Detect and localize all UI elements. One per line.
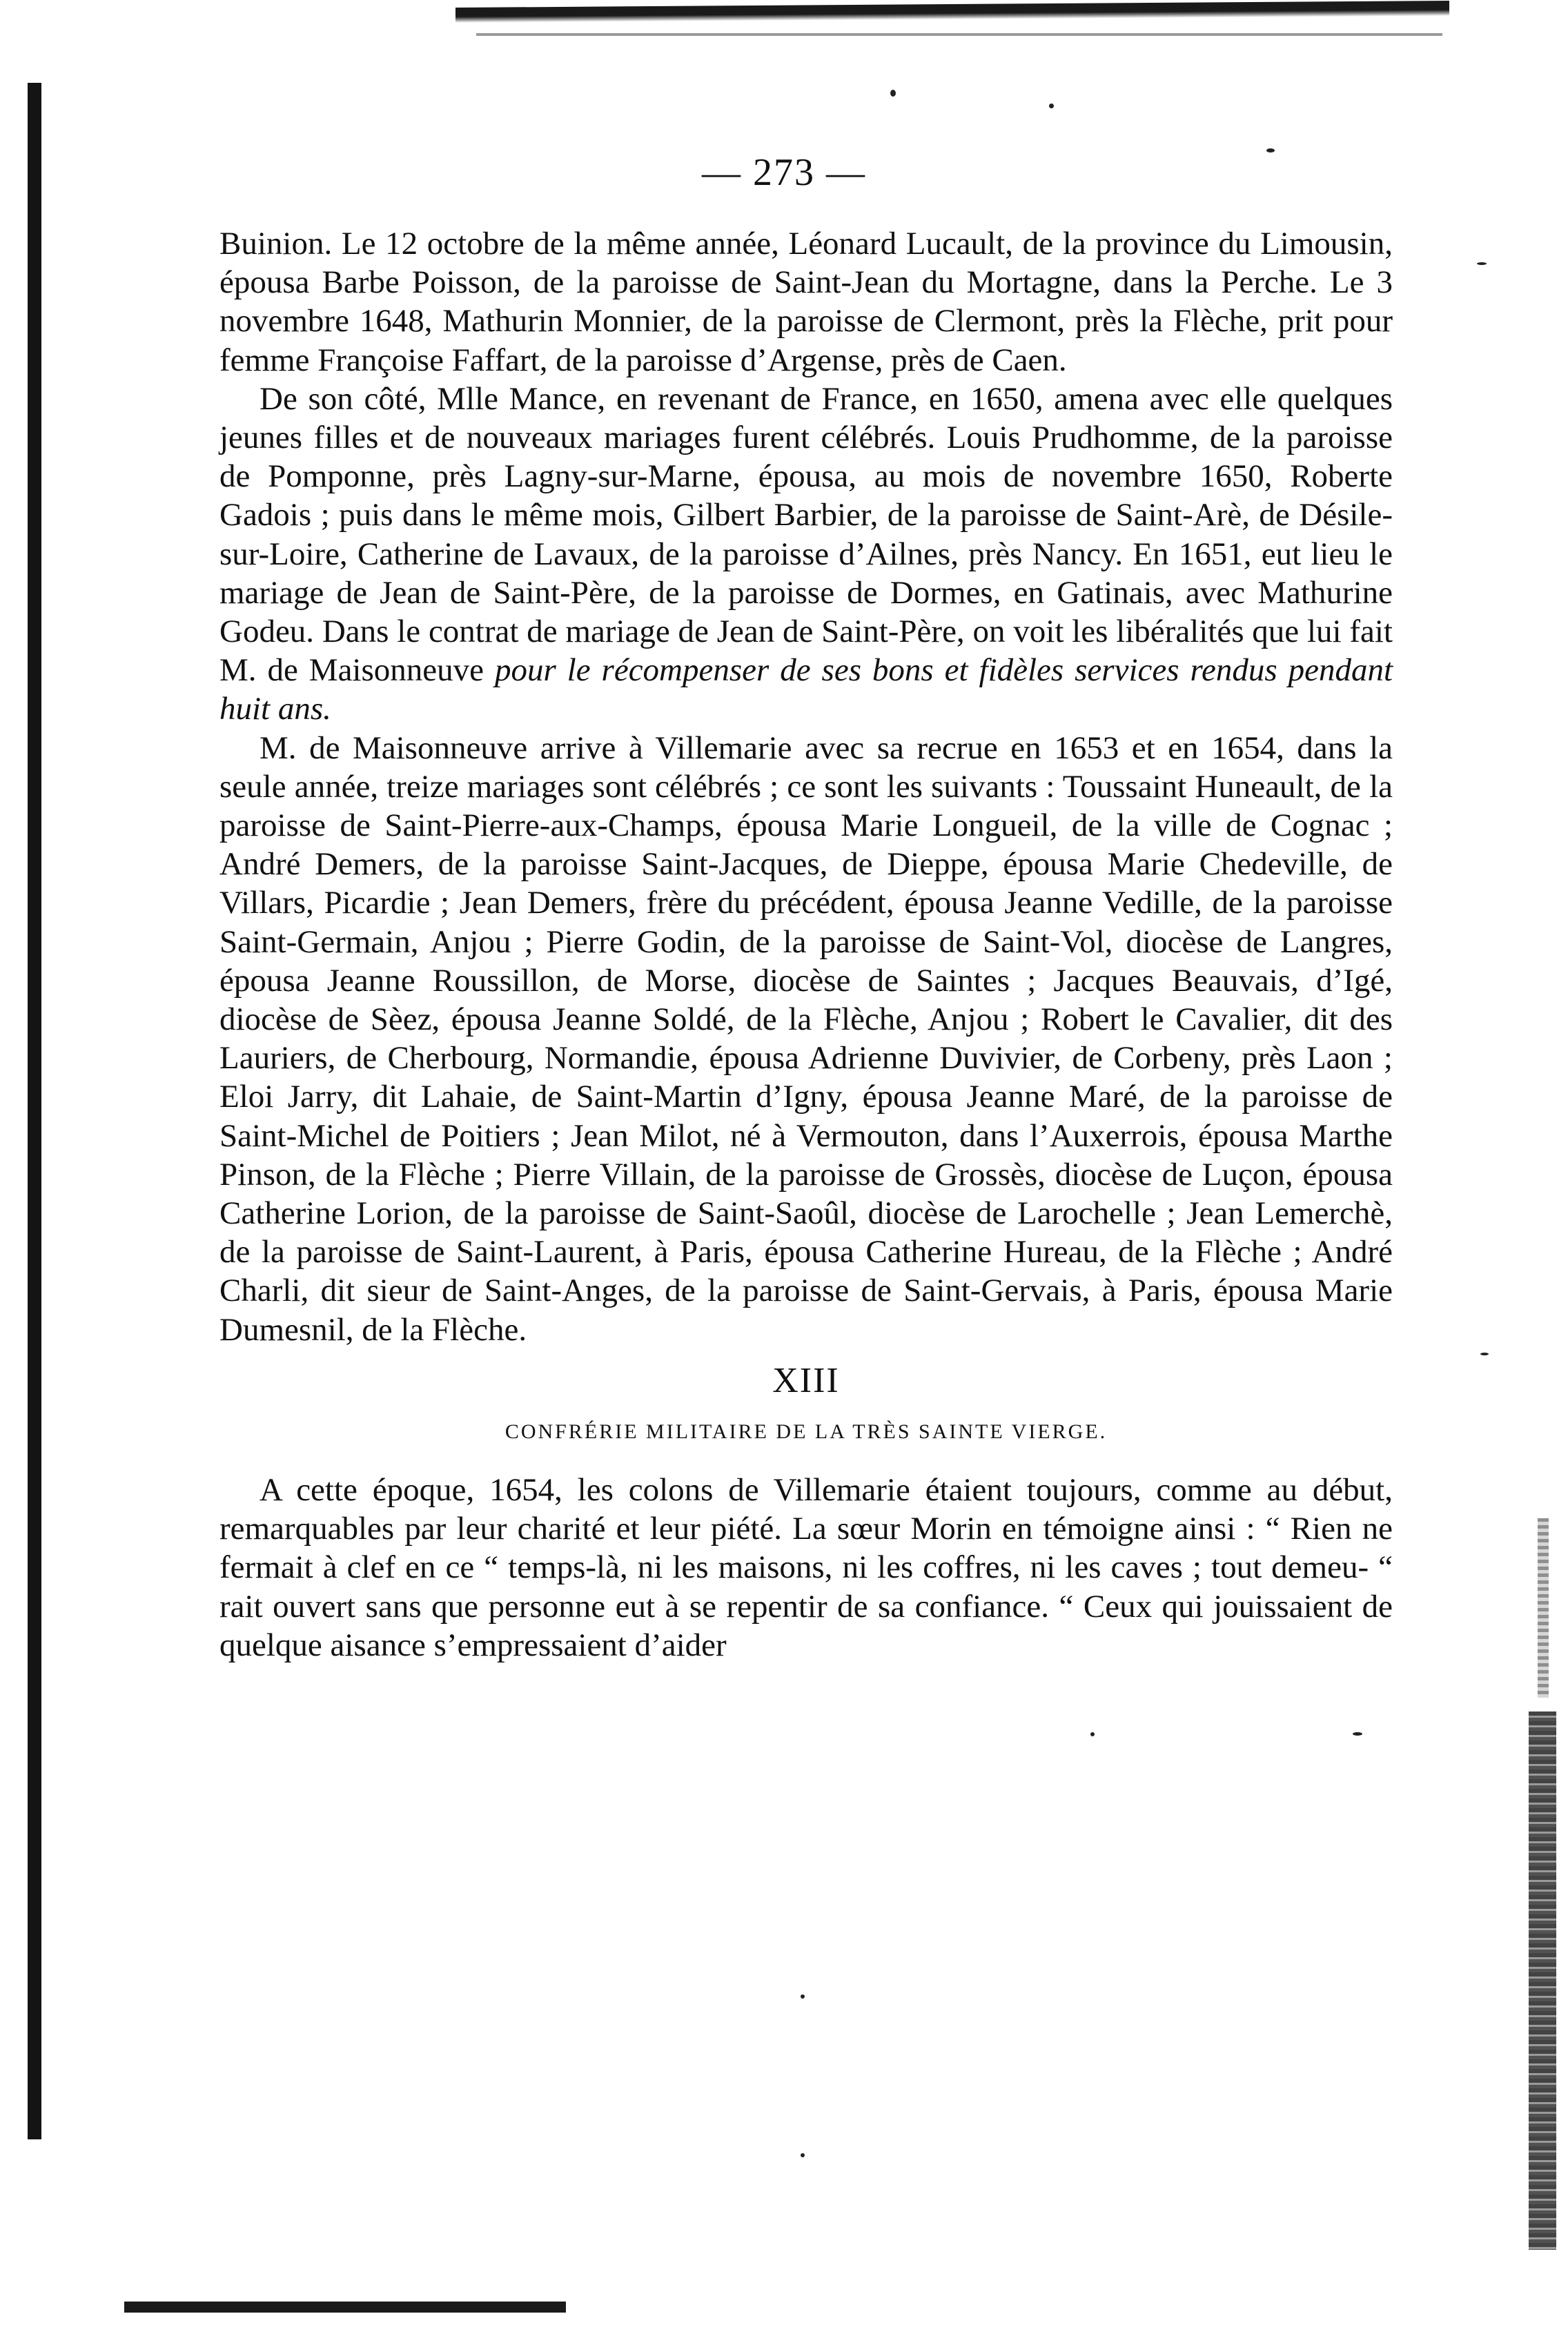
italic-quote: pour le récompenser de ses bons et fidèles services rendus pendant huit ans. — [219, 652, 1393, 727]
section-title: CONFRÉRIE MILITAIRE DE LA TRÈS SAINTE VIERGE. — [504, 1420, 1108, 1443]
paragraph: M. de Maisonneuve arrive à Villemarie avec sa recrue en 1653 et en 1654, dans la seule année, treize mariages sont célébrés ; ce sont les suivants : Toussaint Huneault, de la paroisse de Saint-Pierre-aux-Champs, épousa Marie Longueil, de la ville de Cognac ; André Demers, de la paroisse Saint-Jacques, de Dieppe, épousa Marie Chedeville, de Villars, Picardie ; Jean Demers, frère du précédent, épousa Jeanne Vedille, de la paroisse Saint-Germain, Anjou ; Pierre Godin, de la paroisse de Saint-Vol, diocèse de Langres, épousa Jeanne Roussillon, de Morse, diocèse de Saintes ; Jacques Beauvais, d’Igé, diocèse de Sèez, épousa Jeanne Soldé, de la Flèche, Anjou ; Robert le Cavalier, dit des Lauriers, de Cherbourg, Normandie, épousa Adrienne Duvivier, de Corbeny, près Laon ; Eloi Jarry, dit Lahaie, de Saint-Martin d’Igny, épousa Jeanne Maré, de la paroisse de Saint-Michel de Poitiers ; Jean Milot, né à Vermouton, dans l’Auxerrois, épousa Marthe Pinson, de la Flèche ; Pierre Villain, de la paroisse de Grossès, diocèse de Luçon, épousa Catherine Lorion, de la paroisse de Saint-Saoûl, diocèse de Larochelle ; Jean Lemerchè, de la paroisse de Saint-Laurent, à Paris, épousa Catherine Hureau, de la Flèche ; André Charli, dit sieur de Saint-Anges, de la paroisse de Saint-Gervais, à Paris, épousa Marie Dumesnil, de la Flèche. — [219, 729, 1393, 1348]
scan-left-edge — [28, 83, 41, 2139]
paragraph — [219, 380, 1393, 729]
scan-top-line — [476, 33, 1442, 36]
page-number: — 273 — — [702, 151, 866, 194]
scan-speck — [1090, 1732, 1095, 1736]
body-text — [219, 224, 1393, 1665]
scan-top-edge — [455, 1, 1449, 23]
scan-speck — [1353, 1732, 1362, 1736]
section-number: XIII — [772, 1360, 840, 1400]
scan-speck — [1477, 262, 1487, 265]
scan-bottom-edge — [124, 2302, 566, 2313]
paragraph-text: De son côté, Mlle Mance, en revenant de France, en 1650, amena avec elle quelques jeunes filles et de nouveaux mariages furent célébrés. Louis Prudhomme, de la paroisse de Pomponne, près Lagny-sur-Marne, épousa, au mois de novembre 1650, Roberte Gadois ; puis dans le même mois, Gilbert Barbier, de la paroisse de Saint-Arè, de Désile-sur-Loire, Catherine de Lavaux, de la paroisse d’Ailnes, près Nancy. En 1651, eut lieu le mariage de Jean de Saint-Père, de la paroisse de Dormes, en Gatinais, avec Mathurine Godeu. Dans le contrat de mariage de Jean de Saint-Père, on voit les libéralités que lui fait M. de Maisonneuve — [219, 380, 1393, 689]
paragraph: Buinion. Le 12 octobre de la même année, Léonard Lucault, de la province du Limousin, épousa Barbe Poisson, de la paroisse de Saint-Jean du Mortagne, dans la Perche. Le 3 novembre 1648, Mathurin Monnier, de la paroisse de Clermont, près la Flèche, prit pour femme Françoise Faffart, de la paroisse d’Argense, près de Caen. — [219, 226, 1393, 378]
scan-speck — [890, 90, 896, 97]
scan-right-edge-upper — [1538, 1518, 1549, 1698]
scan-speck — [801, 1994, 805, 1999]
paragraph: A cette époque, 1654, les colons de Villemarie étaient toujours, comme au début, remarquables par leur charité et leur piété. La sœur Morin en témoigne ainsi : “ Rien ne fermait à clef en ce “ temps-là, ni les maisons, ni les coffres, ni les caves ; tout demeu- “ rait ouvert sans que personne eut à se repentir de sa confiance. “ Ceux qui jouissaient de quelque aisance s’empressaient d’aider — [219, 1471, 1393, 1663]
scan-speck — [801, 2153, 805, 2157]
scan-speck — [1480, 1353, 1489, 1355]
scan-right-edge-lower — [1529, 1711, 1556, 2250]
scan-speck — [1049, 104, 1054, 108]
